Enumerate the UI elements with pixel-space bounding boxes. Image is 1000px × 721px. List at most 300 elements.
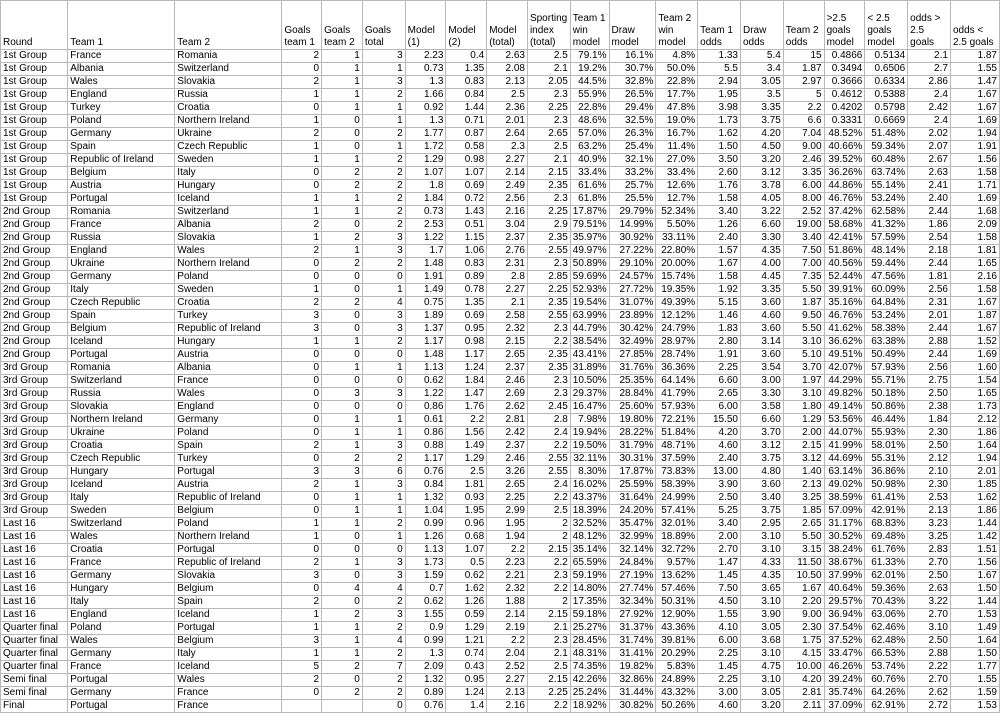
table-cell: 3.35	[783, 167, 824, 180]
table-row	[1, 154, 1000, 167]
table-cell: 1.94	[487, 531, 528, 544]
table-cell: 0	[282, 271, 322, 284]
table-cell: 25.5%	[609, 193, 656, 206]
table-row	[1, 271, 1000, 284]
table-cell: 4.35	[740, 245, 783, 258]
table-cell: 2nd Group	[1, 219, 68, 232]
table-cell: 1.59	[405, 570, 446, 583]
table-cell: 1	[322, 479, 363, 492]
table-cell: 2.53	[405, 219, 446, 232]
table-cell: 5.50	[783, 323, 824, 336]
table-cell: 3	[362, 232, 405, 245]
table-cell: 57.93%	[865, 362, 908, 375]
table-row	[1, 89, 1000, 102]
table-row	[1, 492, 1000, 505]
table-cell: 2.13	[908, 505, 951, 518]
table-cell: 19.2%	[570, 63, 609, 76]
table-cell: 52.93%	[570, 284, 609, 297]
table-cell: 37.99%	[824, 570, 865, 583]
table-cell: Last 16	[1, 557, 68, 570]
table-cell: 1	[282, 609, 322, 622]
table-cell: 0.78	[446, 284, 487, 297]
table-cell: 2nd Group	[1, 232, 68, 245]
table-cell: 6.60	[698, 375, 741, 388]
table-cell: 41.79%	[656, 388, 698, 401]
table-cell: 24.84%	[609, 557, 656, 570]
table-cell: 3.10	[740, 674, 783, 687]
table-cell: 2.56	[908, 284, 951, 297]
table-cell: 2.01	[908, 310, 951, 323]
table-cell: 61.76%	[865, 544, 908, 557]
table-cell: 1.17	[405, 453, 446, 466]
table-cell: 2	[282, 128, 322, 141]
table-cell: 2.20	[783, 596, 824, 609]
table-cell: 0.76	[405, 700, 446, 713]
table-row	[1, 661, 1000, 674]
table-cell: 0.99	[405, 635, 446, 648]
table-cell: 2.62	[487, 401, 528, 414]
table-cell: 2.44	[908, 323, 951, 336]
table-cell: 5.50	[783, 284, 824, 297]
table-cell: France	[68, 50, 175, 63]
table-cell: 2.35	[527, 349, 570, 362]
table-cell: Hungary	[175, 336, 282, 349]
table-cell: 1.67	[950, 297, 999, 310]
table-cell: 63.14%	[824, 466, 865, 479]
table-cell: 3.75	[740, 115, 783, 128]
table-cell: 3.25	[908, 531, 951, 544]
table-cell: 19.54%	[570, 297, 609, 310]
table-cell: 3.10	[740, 544, 783, 557]
table-cell: 0.73	[405, 206, 446, 219]
table-cell: 8.30%	[570, 466, 609, 479]
table-cell: 3rd Group	[1, 362, 68, 375]
table-cell: 0.68	[446, 531, 487, 544]
table-cell: Sweden	[68, 505, 175, 518]
table-cell: 30.82%	[609, 700, 656, 713]
table-cell: 3rd Group	[1, 440, 68, 453]
table-cell: 1.13	[405, 362, 446, 375]
table-cell: 2.5	[527, 141, 570, 154]
table-cell: 33.2%	[609, 167, 656, 180]
table-cell: 1.88	[487, 596, 528, 609]
table-cell: 2.35	[527, 232, 570, 245]
table-cell: 3.70	[740, 427, 783, 440]
table-cell: 1	[282, 518, 322, 531]
table-cell: England	[68, 609, 175, 622]
table-cell: 40.66%	[824, 141, 865, 154]
table-cell: 2	[362, 336, 405, 349]
table-cell: 0	[322, 115, 363, 128]
table-cell: 1.68	[950, 206, 999, 219]
table-cell: 1.69	[950, 349, 999, 362]
table-cell: 3.70	[783, 362, 824, 375]
table-cell: 1st Group	[1, 89, 68, 102]
table-row	[1, 180, 1000, 193]
table-cell: 0.4866	[824, 50, 865, 63]
table-cell: 1.46	[698, 310, 741, 323]
table-cell: 41.62%	[824, 323, 865, 336]
table-cell: 2.5	[527, 50, 570, 63]
table-cell: 2.56	[487, 193, 528, 206]
table-cell: 27.74%	[609, 583, 656, 596]
table-cell: 3.10	[908, 622, 951, 635]
table-cell: 0.4202	[824, 102, 865, 115]
table-cell: 25.60%	[609, 401, 656, 414]
table-cell: 2.23	[405, 50, 446, 63]
table-cell: 2	[527, 531, 570, 544]
table-cell: 15.50	[698, 414, 741, 427]
table-cell: 13.00	[698, 466, 741, 479]
table-cell: 0.62	[446, 570, 487, 583]
table-cell: 40.9%	[570, 154, 609, 167]
table-cell: 30.7%	[609, 63, 656, 76]
table-cell: 2.81	[487, 414, 528, 427]
table-cell: 2.37	[487, 440, 528, 453]
table-cell: 2.13	[487, 687, 528, 700]
table-cell: 1.84	[405, 193, 446, 206]
table-cell: 2.25	[527, 206, 570, 219]
table-cell: 4.60	[740, 310, 783, 323]
table-cell: 0	[282, 349, 322, 362]
table-cell: Italy	[68, 492, 175, 505]
table-cell: 2.85	[527, 271, 570, 284]
table-cell: 2.40	[698, 232, 741, 245]
table-cell: 2nd Group	[1, 323, 68, 336]
table-cell: 2.00	[783, 427, 824, 440]
table-cell: 0.62	[405, 596, 446, 609]
table-cell: 2.40	[908, 193, 951, 206]
table-cell: Iceland	[68, 336, 175, 349]
table-cell: 26.5%	[609, 89, 656, 102]
table-cell: 1	[322, 505, 363, 518]
table-cell: 1.24	[446, 687, 487, 700]
table-cell: 2.3	[527, 635, 570, 648]
table-cell: 4.45	[740, 271, 783, 284]
table-cell: 36.26%	[824, 167, 865, 180]
table-cell: Croatia	[68, 440, 175, 453]
table-cell: 4	[362, 297, 405, 310]
table-cell: 2.16	[487, 206, 528, 219]
table-cell: 0	[322, 128, 363, 141]
table-cell: 0.69	[446, 310, 487, 323]
table-cell: 5.4	[740, 50, 783, 63]
table-cell: 3.40	[698, 518, 741, 531]
table-cell: 46.26%	[824, 661, 865, 674]
table-cell: 1.3	[405, 648, 446, 661]
table-cell: 1.44	[950, 596, 999, 609]
table-cell: 2	[282, 245, 322, 258]
column-header: Model (total)	[487, 1, 528, 50]
table-cell: 1.73	[405, 557, 446, 570]
table-cell: Spain	[175, 440, 282, 453]
table-cell: 63.99%	[570, 310, 609, 323]
table-cell: 0	[282, 583, 322, 596]
table-cell: 1.7	[405, 245, 446, 258]
table-cell: 2.67	[908, 154, 951, 167]
table-cell: 3	[362, 479, 405, 492]
table-cell: 1.29	[405, 154, 446, 167]
table-cell: 1	[322, 336, 363, 349]
table-cell: 2.30	[783, 622, 824, 635]
table-cell: 2nd Group	[1, 349, 68, 362]
table-cell: 31.41%	[609, 648, 656, 661]
table-cell: 3rd Group	[1, 427, 68, 440]
table-cell: 0	[282, 687, 322, 700]
table-cell: 14.80%	[570, 583, 609, 596]
table-cell: 1	[322, 492, 363, 505]
table-row	[1, 245, 1000, 258]
table-cell: 1st Group	[1, 128, 68, 141]
table-cell: 2.63	[908, 583, 951, 596]
table-cell: 2.70	[908, 557, 951, 570]
table-cell: Austria	[68, 180, 175, 193]
table-cell: Slovakia	[68, 401, 175, 414]
table-cell: 33.4%	[656, 167, 698, 180]
table-cell: 4.33	[740, 557, 783, 570]
table-cell: 12.7%	[656, 193, 698, 206]
table-cell: 29.4%	[609, 102, 656, 115]
table-cell: 2.14	[487, 609, 528, 622]
table-cell: 1.65	[950, 388, 999, 401]
table-cell: 2	[322, 609, 363, 622]
table-cell: Turkey	[175, 453, 282, 466]
table-row	[1, 570, 1000, 583]
table-cell: 1.84	[908, 414, 951, 427]
table-cell: 43.36%	[656, 622, 698, 635]
table-cell: 2.1	[527, 154, 570, 167]
table-cell: Switzerland	[175, 206, 282, 219]
table-body	[1, 50, 1000, 713]
table-cell: 2.12	[950, 414, 999, 427]
table-cell: England	[68, 245, 175, 258]
table-cell: 1.26	[446, 596, 487, 609]
table-cell: 3.90	[740, 609, 783, 622]
table-cell: 46.76%	[824, 193, 865, 206]
table-cell: 1	[322, 557, 363, 570]
table-cell: 1	[282, 648, 322, 661]
table-row	[1, 609, 1000, 622]
table-cell: 58.01%	[865, 440, 908, 453]
table-cell: 2	[362, 167, 405, 180]
table-cell: 0.5134	[865, 50, 908, 63]
table-cell: 64.26%	[865, 687, 908, 700]
table-cell: 7.35	[783, 271, 824, 284]
table-cell: Romania	[68, 362, 175, 375]
table-cell: 3	[362, 570, 405, 583]
table-cell: Wales	[175, 674, 282, 687]
table-cell: 1.55	[950, 63, 999, 76]
table-cell: 3	[362, 245, 405, 258]
table-cell: 16.02%	[570, 479, 609, 492]
table-cell: 3.25	[783, 492, 824, 505]
table-cell: 30.52%	[824, 531, 865, 544]
table-cell: 1.57	[698, 245, 741, 258]
table-cell: 2	[362, 674, 405, 687]
table-cell: 3.10	[740, 531, 783, 544]
table-cell: Quarter final	[1, 661, 68, 674]
table-cell: 64.84%	[865, 297, 908, 310]
table-cell: Last 16	[1, 544, 68, 557]
table-cell: 2.2	[527, 440, 570, 453]
table-cell: 0.6506	[865, 63, 908, 76]
table-cell: 10.00	[783, 661, 824, 674]
table-cell: 49.97%	[570, 245, 609, 258]
table-cell: 1.91	[698, 349, 741, 362]
table-cell: 58.39%	[656, 479, 698, 492]
table-cell: Croatia	[175, 297, 282, 310]
table-cell: 0.87	[446, 128, 487, 141]
table-cell: 3	[362, 388, 405, 401]
table-cell: 1.56	[950, 557, 999, 570]
table-cell: 1.29	[446, 453, 487, 466]
table-cell: 24.20%	[609, 505, 656, 518]
table-cell: 1.76	[446, 401, 487, 414]
table-cell: 1.94	[950, 128, 999, 141]
table-cell: 1st Group	[1, 50, 68, 63]
table-cell: 0	[282, 167, 322, 180]
table-cell: 2	[362, 154, 405, 167]
table-cell: 0.59	[446, 609, 487, 622]
table-cell: 0	[362, 349, 405, 362]
table-cell: 3.15	[783, 544, 824, 557]
table-cell: 3rd Group	[1, 492, 68, 505]
table-cell: 0	[322, 401, 363, 414]
table-cell: 50.31%	[656, 596, 698, 609]
table-cell: 10.50%	[570, 375, 609, 388]
table-cell: 23.89%	[609, 310, 656, 323]
table-cell: 0	[362, 401, 405, 414]
table-cell: 49.02%	[824, 479, 865, 492]
table-cell: Wales	[68, 531, 175, 544]
table-row	[1, 466, 1000, 479]
table-cell: 70.43%	[865, 596, 908, 609]
table-cell: 31.79%	[609, 440, 656, 453]
table-cell: 59.34%	[865, 141, 908, 154]
table-cell: 1.64	[950, 635, 999, 648]
table-cell: 2.16	[950, 271, 999, 284]
table-cell: Belgium	[175, 635, 282, 648]
table-cell: Northern Ireland	[68, 414, 175, 427]
table-cell: 1.49	[405, 284, 446, 297]
table-cell: 7.98%	[570, 414, 609, 427]
table-cell: 2	[362, 453, 405, 466]
table-cell: 2.15	[527, 544, 570, 557]
table-cell: Italy	[175, 648, 282, 661]
table-cell: 1.77	[405, 128, 446, 141]
table-cell: Albania	[175, 219, 282, 232]
table-cell: 37.54%	[824, 622, 865, 635]
table-cell: 1.58	[950, 284, 999, 297]
table-cell: 7.04	[783, 128, 824, 141]
table-cell: France	[175, 375, 282, 388]
table-cell: 1	[322, 440, 363, 453]
table-cell: 1.60	[950, 362, 999, 375]
table-cell: 1.86	[908, 219, 951, 232]
table-cell: 7	[362, 661, 405, 674]
table-cell: 49.14%	[824, 401, 865, 414]
table-cell: 50.98%	[865, 479, 908, 492]
table-cell: 0.72	[446, 193, 487, 206]
table-row	[1, 479, 1000, 492]
table-cell: 3.05	[740, 622, 783, 635]
table-cell: Last 16	[1, 531, 68, 544]
table-cell: 0	[282, 375, 322, 388]
table-cell: 1.65	[950, 258, 999, 271]
table-cell: 1.3	[405, 76, 446, 89]
table-cell: 3.35	[740, 284, 783, 297]
table-cell: 1.81	[908, 271, 951, 284]
table-cell: Last 16	[1, 583, 68, 596]
table-cell: 9.00	[783, 141, 824, 154]
table-cell: 3.00	[740, 375, 783, 388]
table-cell	[322, 700, 363, 713]
table-cell: 2.2	[527, 492, 570, 505]
table-cell: Wales	[175, 245, 282, 258]
table-cell: 38.59%	[824, 492, 865, 505]
table-cell: 1.62	[698, 128, 741, 141]
table-cell: 53.56%	[824, 414, 865, 427]
table-cell: 0.99	[405, 518, 446, 531]
table-cell: 1.56	[950, 154, 999, 167]
table-cell: 2.50	[908, 388, 951, 401]
table-cell: 1.32	[405, 674, 446, 687]
table-cell: 2	[282, 596, 322, 609]
table-cell: 31.89%	[570, 362, 609, 375]
table-cell: Wales	[68, 635, 175, 648]
table-cell: 3.60	[740, 479, 783, 492]
table-cell: 2.41	[908, 180, 951, 193]
table-cell: 40.56%	[824, 258, 865, 271]
table-cell: Ukraine	[175, 128, 282, 141]
table-cell: 42.41%	[824, 232, 865, 245]
table-cell: Czech Republic	[68, 453, 175, 466]
table-cell: 2.1	[908, 50, 951, 63]
table-cell: 61.41%	[865, 492, 908, 505]
table-cell: 2	[362, 258, 405, 271]
table-cell: 1.22	[405, 232, 446, 245]
table-cell: Republic of Ireland	[175, 323, 282, 336]
table-cell: 2.27	[487, 284, 528, 297]
table-cell: 53.74%	[865, 661, 908, 674]
table-cell: 17.87%	[570, 206, 609, 219]
column-header: Model (1)	[405, 1, 446, 50]
table-cell: 2.9	[527, 219, 570, 232]
table-cell: 1.26	[698, 219, 741, 232]
table-cell: Iceland	[175, 609, 282, 622]
table-cell: 63.06%	[865, 609, 908, 622]
table-cell: 36.36%	[656, 362, 698, 375]
table-cell: 3	[322, 466, 363, 479]
table-cell: 4.80	[740, 466, 783, 479]
table-cell: Slovakia	[175, 570, 282, 583]
table-cell: 0.83	[446, 258, 487, 271]
table-cell: 1	[282, 206, 322, 219]
table-cell: 2	[362, 622, 405, 635]
table-cell: 0.86	[405, 427, 446, 440]
table-cell: 1.87	[783, 297, 824, 310]
table-cell: Slovakia	[175, 232, 282, 245]
table-cell: 2.83	[908, 544, 951, 557]
table-cell: 1.35	[446, 63, 487, 76]
table-cell: 0	[322, 323, 363, 336]
table-cell: 1	[322, 362, 363, 375]
table-cell: 28.84%	[609, 388, 656, 401]
table-cell: 2.25	[527, 284, 570, 297]
table-cell: 1	[362, 492, 405, 505]
table-cell: Germany	[68, 687, 175, 700]
table-cell: 1	[322, 518, 363, 531]
